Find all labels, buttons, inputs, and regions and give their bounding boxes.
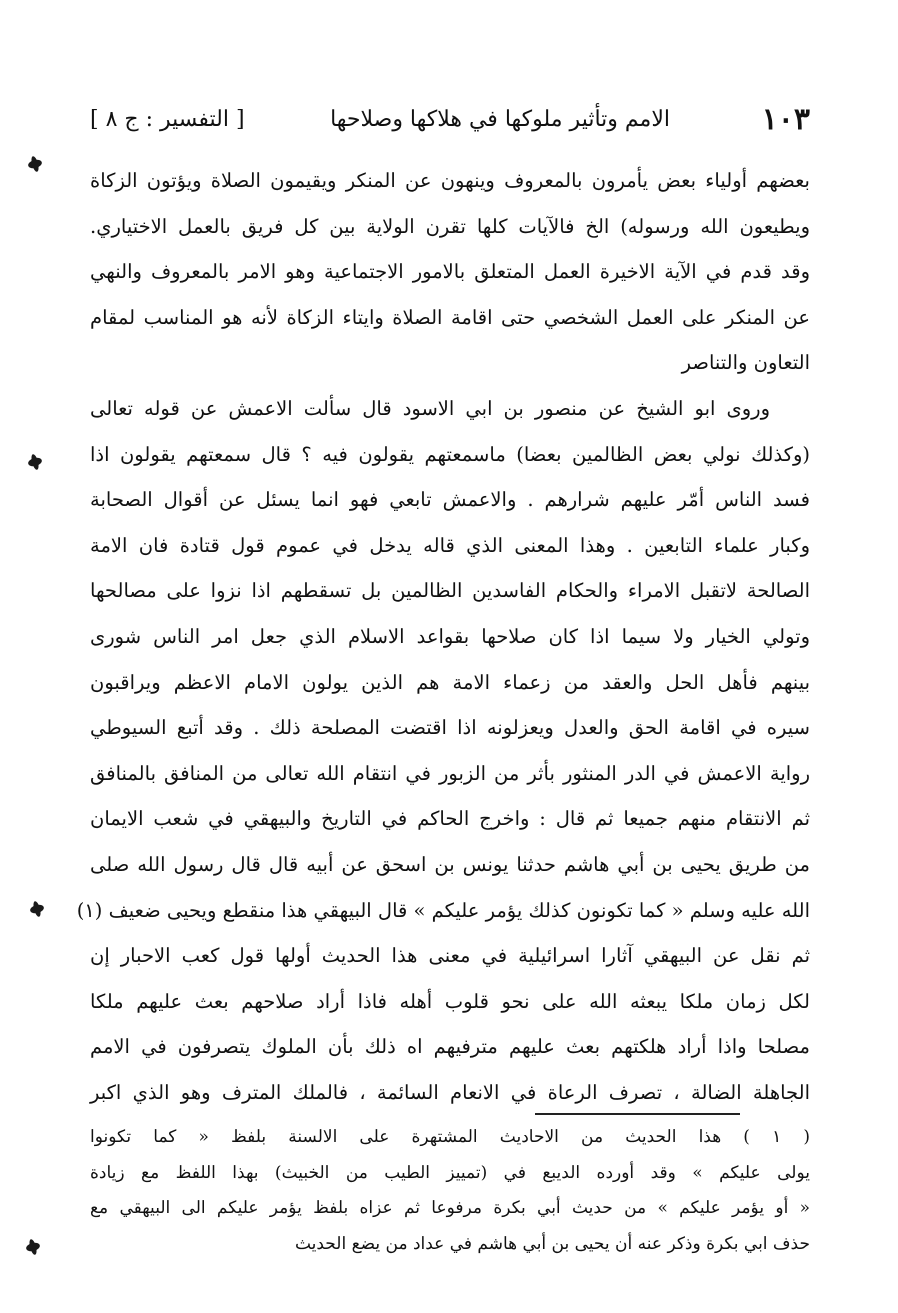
text-line: لكل زمان ملكا يبعثه الله على نحو قلوب أهله فاذا أراد صلاحهم بعث عليهم ملكا (90, 989, 810, 1013)
text-line: التعاون والتناصر (681, 351, 810, 375)
footnote-line: يولى عليكم » وقد أورده الديبع في (تمييز الطيب من الخبيث) بهذا اللفظ مع زيادة (90, 1162, 810, 1183)
text-line: الجاهلة الضالة ، تصرف الرعاة في الانعام السائمة ، فالملك المترف وهو الذي اكبر (90, 1080, 810, 1104)
text-line: فسد الناس أمّر عليهم شرارهم . والاعمش تابعي فهو انما يسئل عن أقوال الصحابة (90, 488, 810, 512)
text-line: بينهم فأهل الحل والعقد من زعماء الامة هم الذين يولون الامام الاعظم ويراقبون (90, 670, 810, 694)
footnote-line: حذف ابي بكرة وذكر عنه أن يحيى بن أبي هاشم في عداد من يضع الحديث (294, 1233, 810, 1254)
page-number: ١٠٣ (761, 102, 810, 137)
text-line: سيره في اقامة الحق والعدل ويعزلونه اذا اقتضت المصلحة ذلك . وقد أتبع السيوطي (90, 716, 810, 740)
text-line: (وكذلك نولي بعض الظالمين بعضا) ماسمعتهم يقولون فيه ؟ قال سمعتهم يقولون اذا (90, 442, 810, 466)
margin-speck-icon (25, 1241, 41, 1252)
main-text (76, 158, 810, 1115)
running-title: الامم وتأثير ملوكها في هلاكها وصلاحها (330, 107, 670, 132)
text-line: وكبار علماء التابعين . وهذا المعنى الذي قاله يدخل في عموم قول قتادة فان الامة (90, 533, 810, 557)
text-line: عن المنكر على العمل الشخصي حتى اقامة الصلاة وايتاء الزكاة لأنه هو المناسب لمقام (90, 305, 810, 329)
text-line: رواية الاعمش في الدر المنثور بأثر من الزبور في انتقام الله تعالى من المنافق بالمنافق (90, 761, 810, 785)
footnote-line: « أو يؤمر عليكم » من حديث أبي بكرة مرفوعا ثم عزاه بلفظ يؤمر عليكم الى البيهقي مع (90, 1198, 810, 1218)
text-line: ثم نقل عن البيهقي آثارا اسرائيلية في معنى هذا الحديث أولها قول كعب الاحبار إن (90, 944, 810, 968)
margin-speck-icon (29, 903, 45, 914)
text-line: وقد قدم في الآية الاخيرة العمل المتعلق بالامور الاجتماعية وهو الامر بالمعروف والنهي (90, 260, 810, 284)
section-reference: [ التفسير : ج ٨ ] (90, 107, 245, 132)
text-line: من طريق يحيى بن أبي هاشم حدثنا يونس بن اسحق عن أبيه قال قال رسول الله صلى (90, 852, 810, 876)
footnote-divider (535, 1113, 740, 1115)
page-header (90, 98, 810, 142)
footnote-line: ( ١ ) هذا الحديث من الاحاديث المشتهرة على الالسنة بلفظ « كما تكونوا (90, 1127, 811, 1147)
margin-speck-icon (27, 158, 43, 169)
text-line: ويطيعون الله ورسوله) الخ فالآيات كلها تقرن الولاية بين كل فريق بالعمل الاختياري. (90, 214, 810, 238)
text-line: وروى ابو الشيخ عن منصور بن ابي الاسود قال سألت الاعمش عن قوله تعالى (90, 396, 770, 420)
text-line: الله عليه وسلم « كما تكونون كذلك يؤمر عليكم » قال البيهقي هذا منقطع ويحيى ضعيف (١) (76, 898, 810, 922)
text-line: مصلحا واذا أراد هلكتهم بعث عليهم مترفيهم اه ذلك بأن الملوك يتصرفون في الامم (90, 1035, 810, 1059)
footnotes (90, 1120, 810, 1262)
text-line: ثم الانتقام منهم جميعا ثم قال : واخرج الحاكم في التاريخ والبيهقي في شعب الايمان (90, 807, 810, 831)
text-line: بعضهم أولياء بعض يأمرون بالمعروف وينهون عن المنكر ويقيمون الصلاة ويؤتون الزكاة (90, 169, 810, 192)
text-line: الصالحة لاتقبل الامراء والحكام الفاسدين الظالمين بل تسقطهم اذا نزوا على مصالحها (90, 579, 810, 603)
margin-speck-icon (27, 456, 43, 467)
text-line: وتولي الخيار ولا سيما اذا كان صلاحها بقواعد الاسلام الذي جعل امر الناس شورى (90, 624, 810, 648)
